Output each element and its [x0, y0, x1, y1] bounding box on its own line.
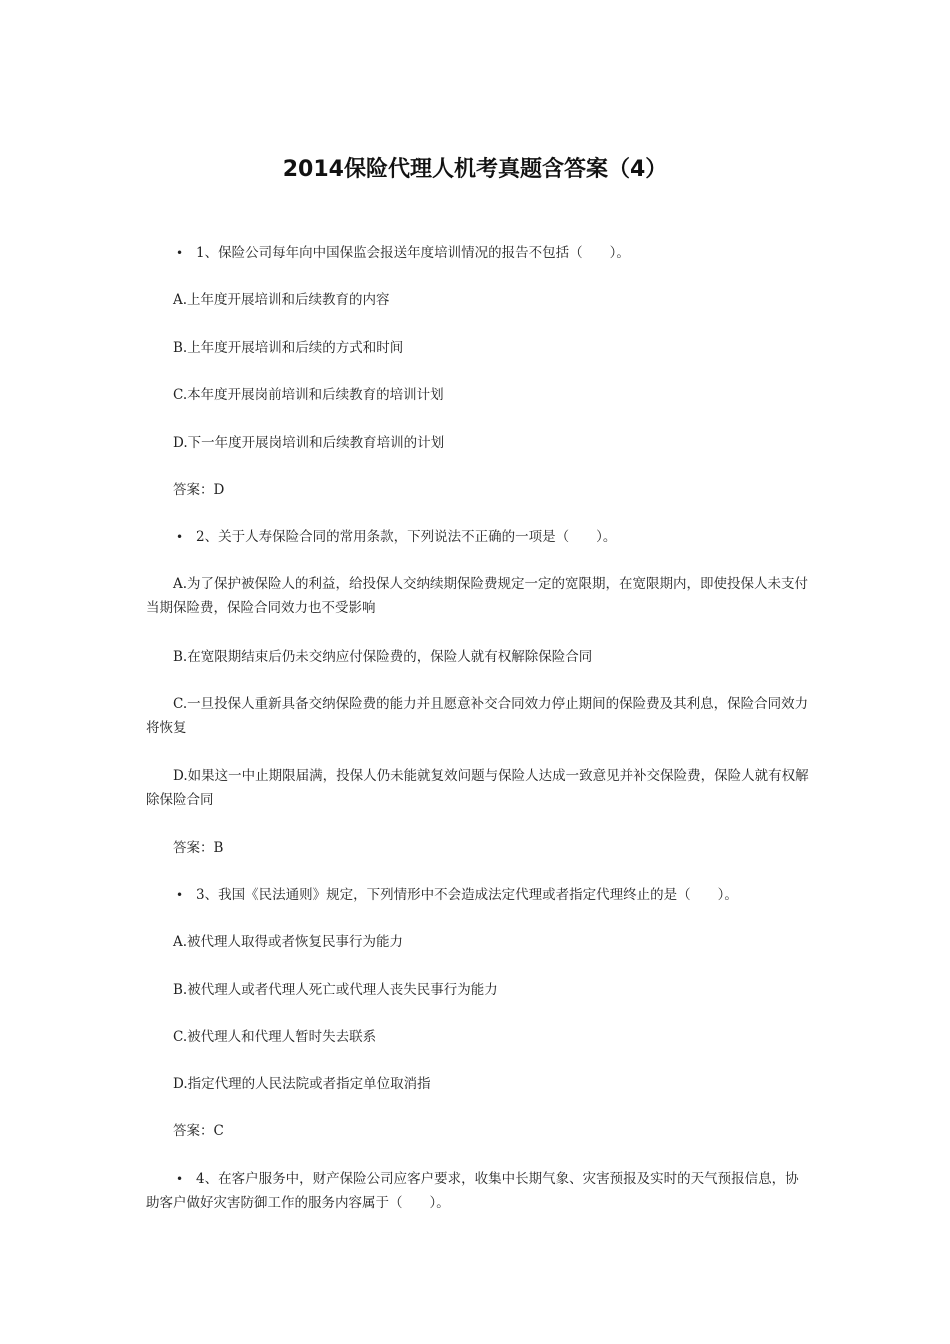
question-2-option-d: D.如果这一中止期限届满，投保人仍未能就复效问题与保险人达成一致意见并补交保险费，保险人就有权解除保险合同	[146, 768, 809, 808]
bullet-marker: •	[176, 246, 184, 260]
question-4-stem: • 4、在客户服务中，财产保险公司应客户要求，收集中长期气象、灾害预报及实时的天气预报信息，协助客户做好灾害防御工作的服务内容属于（ ）。	[146, 1167, 811, 1215]
question-3-option-a: A.被代理人取得或者恢复民事行为能力	[173, 934, 404, 950]
question-2-answer: 答案：B	[173, 840, 224, 856]
bullet-marker: •	[176, 1172, 184, 1186]
question-1-answer: 答案：D	[173, 482, 225, 498]
question-1-option-d: D.下一年度开展岗培训和后续教育培训的计划	[173, 435, 445, 451]
question-1-option-b: B.上年度开展培训和后续的方式和时间	[173, 340, 404, 356]
question-1-option-a: A.上年度开展培训和后续教育的内容	[173, 292, 390, 308]
question-3-answer: 答案：C	[173, 1123, 224, 1139]
question-1-option-c: C.本年度开展岗前培训和后续教育的培训计划	[173, 387, 444, 403]
question-3-option-d: D.指定代理的人民法院或者指定单位取消指	[173, 1076, 431, 1092]
question-2-stem: • 2、关于人寿保险合同的常用条款，下列说法不正确的一项是（ ）。	[176, 525, 616, 549]
question-3-option-c: C.被代理人和代理人暂时失去联系	[173, 1029, 377, 1045]
question-2-option-a: A.为了保护被保险人的利益，给投保人交纳续期保险费规定一定的宽限期，在宽限期内，即使投保人未支付当期保险费，保险合同效力也不受影响	[146, 576, 809, 616]
question-1-stem: • 1、保险公司每年向中国保监会报送年度培训情况的报告不包括（ ）。	[176, 241, 630, 265]
question-3-stem: • 3、我国《民法通则》规定，下列情形中不会造成法定代理或者指定代理终止的是（ ）。	[176, 883, 738, 907]
question-2-option-b: B.在宽限期结束后仍未交纳应付保险费的，保险人就有权解除保险合同	[173, 649, 593, 665]
document-title: 2014保险代理人机考真题含答案（4）	[282, 157, 668, 182]
bullet-marker: •	[176, 530, 184, 544]
bullet-marker: •	[176, 888, 184, 902]
question-3-option-b: B.被代理人或者代理人死亡或代理人丧失民事行为能力	[173, 982, 498, 998]
question-2-option-c: C.一旦投保人重新具备交纳保险费的能力并且愿意补交合同效力停止期间的保险费及其利息，保险合同效力将恢复	[146, 696, 809, 736]
